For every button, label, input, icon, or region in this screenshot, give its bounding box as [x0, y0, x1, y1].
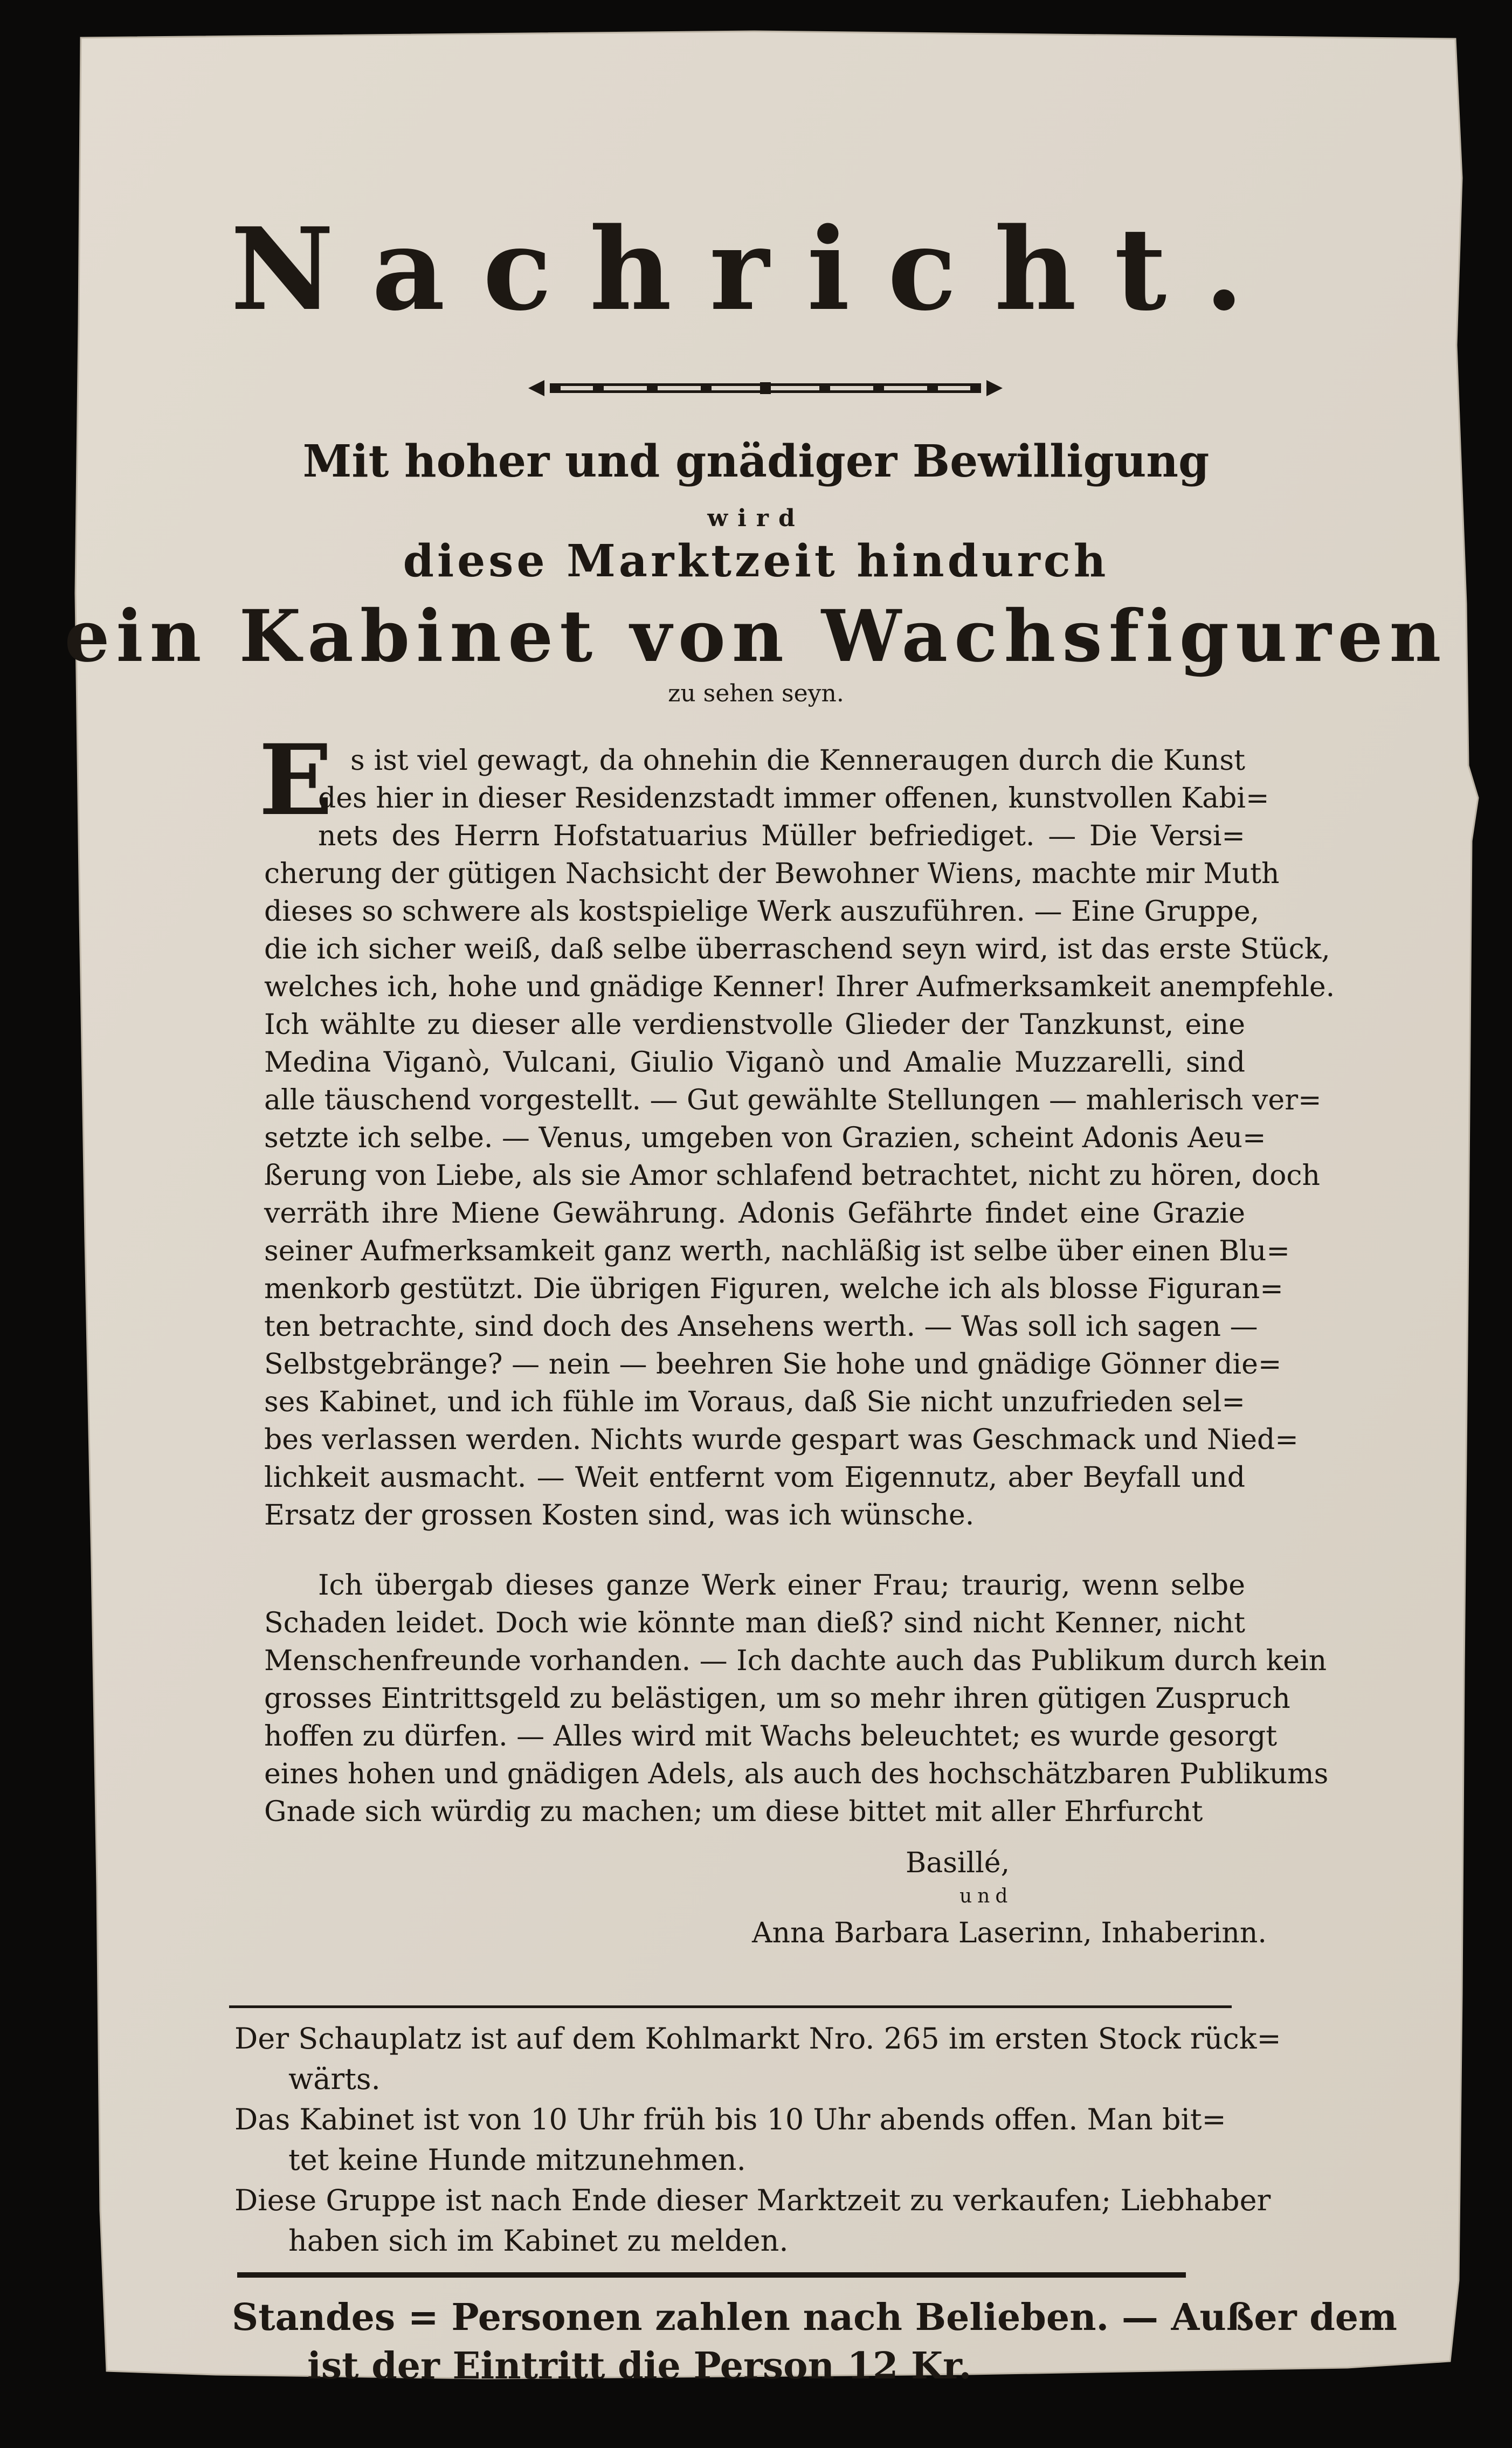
footer-line-1: Standes = Personen zahlen nach Belieben. — Außer dem	[232, 2296, 1397, 2339]
body-2-line-2: Schaden leidet. Doch wie könnte man dieß? sind nicht Kenner, nicht	[264, 1607, 1245, 1639]
page-title: Nachricht.	[230, 203, 1282, 336]
notice-3-line-1: Diese Gruppe ist nach Ende dieser Marktzeit zu verkaufen; Liebhaber	[234, 2183, 1271, 2217]
footer-line-2: ist der Eintritt die Person 12 Kr.	[307, 2344, 972, 2388]
main-heading: ein Kabinet von Wachsfiguren	[64, 595, 1448, 678]
body-1-line-13: verräth ihre Miene Gewährung. Adonis Gefährte findet eine Grazie	[264, 1197, 1245, 1230]
body-1-line-17: Selbstgebränge? — nein — beehren Sie hohe und gnädige Gönner die=	[264, 1348, 1282, 1381]
body-1-line-8: Ich wählte zu dieser alle verdienstvolle Glieder der Tanzkunst, eine	[264, 1009, 1245, 1041]
body-2-line-6: eines hohen und gnädigen Adels, als auch des hochschätzbaren Publikums	[264, 1758, 1329, 1790]
body-1-line-6: die ich sicher weiß, daß selbe überraschend seyn wird, ist das erste Stück,	[264, 933, 1330, 966]
body-1-line-5: dieses so schwere als kostspielige Werk auszuführen. — Eine Gruppe,	[264, 895, 1260, 928]
body-1-line-14: seiner Aufmerksamkeit ganz werth, nachläßig ist selbe über einen Blu=	[264, 1235, 1290, 1267]
signature-name-2: Anna Barbara Laserinn, Inhaberinn.	[752, 1917, 1267, 1949]
notice-2-line-2: tet keine Hunde mitzunehmen.	[288, 2143, 746, 2177]
body-1-line-20: lichkeit ausmacht. — Weit entfernt vom Eigennutz, aber Beyfall und	[264, 1461, 1245, 1494]
body-1-line-2: des hier in dieser Residenzstadt immer offenen, kunstvollen Kabi=	[318, 782, 1269, 815]
ornament-divider	[528, 375, 1003, 402]
body-1-line-1: s ist viel gewagt, da ohnehin die Kenneraugen durch die Kunst	[350, 744, 1245, 777]
body-1-line-19: bes verlassen werden. Nichts wurde gespart was Geschmack und Nied=	[264, 1424, 1299, 1456]
body-1-line-7: welches ich, hohe und gnädige Kenner! Ihrer Aufmerksamkeit anempfehle.	[264, 971, 1335, 1003]
body-1-line-4: cherung der gütigen Nachsicht der Bewohner Wiens, machte mir Muth	[264, 858, 1280, 890]
body-1-line-18: ses Kabinet, und ich fühle im Voraus, daß Sie nicht unzufrieden sel=	[264, 1386, 1245, 1418]
notice-2-line-1: Das Kabinet ist von 10 Uhr früh bis 10 Uhr abends offen. Man bit=	[234, 2102, 1226, 2136]
divider-rule-top	[229, 2005, 1232, 2008]
body-2-line-5: hoffen zu dürfen. — Alles wird mit Wachs beleuchtet; es wurde gesorgt	[264, 1720, 1278, 1753]
body-1-line-9: Medina Viganò, Vulcani, Giulio Viganò und Amalie Muzzarelli, sind	[264, 1046, 1245, 1079]
subtitle-1: Mit hoher und gnädiger Bewilligung	[302, 436, 1210, 487]
body-1-line-21: Ersatz der grossen Kosten sind, was ich wünsche.	[264, 1499, 975, 1532]
body-2-line-1: Ich übergab dieses ganze Werk einer Frau; traurig, wenn selbe	[318, 1569, 1245, 1602]
body-2-line-7: Gnade sich würdig zu machen; um diese bittet mit aller Ehrfurcht	[264, 1796, 1203, 1828]
divider-rule-bottom	[237, 2272, 1186, 2278]
body-1-line-16: ten betrachte, sind doch des Ansehens werth. — Was soll ich sagen —	[264, 1311, 1258, 1343]
notice-1-line-1: Der Schauplatz ist auf dem Kohlmarkt Nro. 265 im ersten Stock rück=	[234, 2022, 1281, 2056]
subtitle-2: wird	[707, 505, 805, 532]
subtitle-4: zu sehen seyn.	[668, 680, 844, 707]
body-2-line-3: Menschenfreunde vorhanden. — Ich dachte auch das Publikum durch kein	[264, 1645, 1327, 1677]
subtitle-3: diese Marktzeit hindurch	[403, 535, 1109, 587]
signature-name-1: Basillé,	[906, 1847, 1010, 1879]
signature-conjunction: und	[959, 1885, 1013, 1907]
body-2-line-4: grosses Eintrittsgeld zu belästigen, um so mehr ihren gütigen Zuspruch	[264, 1682, 1290, 1715]
body-1-line-3: nets des Herrn Hofstatuarius Müller befriediget. — Die Versi=	[318, 820, 1245, 852]
notice-3-line-2: haben sich im Kabinet zu melden.	[288, 2224, 789, 2258]
body-1-line-11: setzte ich selbe. — Venus, umgeben von Grazien, scheint Adonis Aeu=	[264, 1122, 1266, 1154]
body-1-line-15: menkorb gestützt. Die übrigen Figuren, welche ich als blosse Figuran=	[264, 1273, 1283, 1305]
notice-1-line-2: wärts.	[288, 2062, 381, 2096]
body-1-line-10: alle täuschend vorgestellt. — Gut gewählte Stellungen — mahlerisch ver=	[264, 1084, 1322, 1116]
body-1-line-12: ßerung von Liebe, als sie Amor schlafend betrachtet, nicht zu hören, doch	[264, 1160, 1321, 1192]
drop-cap-initial: E	[259, 723, 333, 837]
